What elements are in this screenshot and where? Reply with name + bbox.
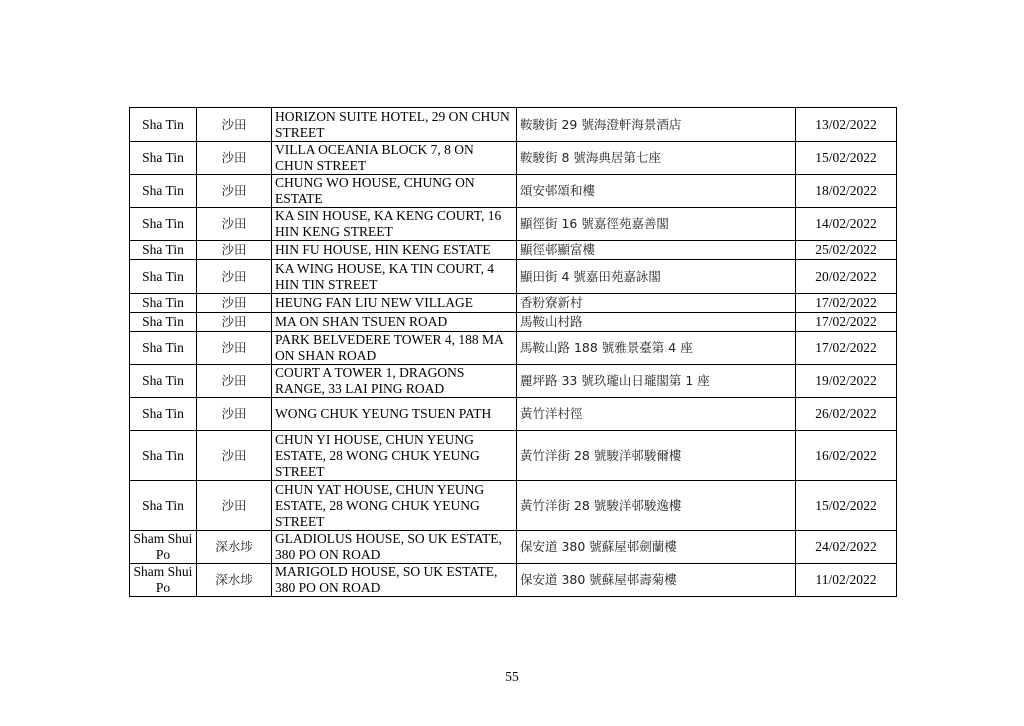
address-zh-cell: 顯徑邨顯富樓 [517,241,796,260]
district-en-cell: Sha Tin [130,208,197,241]
date-cell: 17/02/2022 [796,313,897,332]
district-zh-cell: 沙田 [197,294,272,313]
address-zh-cell: 頌安邨頌和樓 [517,175,796,208]
address-zh-cell: 顯田街 4 號嘉田苑嘉詠閣 [517,260,796,294]
address-en-cell: GLADIOLUS HOUSE, SO UK ESTATE, 380 PO ON ROAD [272,531,517,564]
district-zh-cell: 沙田 [197,142,272,175]
date-cell: 25/02/2022 [796,241,897,260]
table-row [130,175,897,208]
address-en-cell: CHUNG WO HOUSE, CHUNG ON ESTATE [272,175,517,208]
district-en-cell: Sham Shui Po [130,564,197,597]
district-en-cell: Sha Tin [130,142,197,175]
address-en-cell: HIN FU HOUSE, HIN KENG ESTATE [272,241,517,260]
date-cell: 15/02/2022 [796,481,897,531]
address-en-cell: WONG CHUK YEUNG TSUEN PATH [272,398,517,431]
district-zh-cell: 沙田 [197,332,272,365]
district-en-cell: Sha Tin [130,241,197,260]
address-en-cell: MA ON SHAN TSUEN ROAD [272,313,517,332]
address-zh-cell: 保安道 380 號蘇屋邨劍蘭樓 [517,531,796,564]
table-row [130,142,897,175]
address-zh-cell: 鞍駿街 8 號海典居第七座 [517,142,796,175]
address-en-cell: PARK BELVEDERE TOWER 4, 188 MA ON SHAN ROAD [272,332,517,365]
table-row [130,208,897,241]
table-row [130,294,897,313]
table-row [130,260,897,294]
table-row [130,398,897,431]
table-row [130,241,897,260]
address-en-cell: HEUNG FAN LIU NEW VILLAGE [272,294,517,313]
district-en-cell: Sha Tin [130,431,197,481]
table-row [130,313,897,332]
district-en-cell: Sha Tin [130,332,197,365]
address-zh-cell: 黃竹洋街 28 號駿洋邨駿逸樓 [517,481,796,531]
address-en-cell: COURT A TOWER 1, DRAGONS RANGE, 33 LAI PING ROAD [272,365,517,398]
table-row [130,564,897,597]
address-zh-cell: 黃竹洋村徑 [517,398,796,431]
date-cell: 20/02/2022 [796,260,897,294]
district-en-cell: Sha Tin [130,108,197,142]
page-number: 55 [505,669,519,684]
address-en-cell: CHUN YAT HOUSE, CHUN YEUNG ESTATE, 28 WONG CHUK YEUNG STREET [272,481,517,531]
district-en-cell: Sha Tin [130,313,197,332]
address-zh-cell: 香粉寮新村 [517,294,796,313]
district-en-cell: Sha Tin [130,294,197,313]
date-cell: 26/02/2022 [796,398,897,431]
table-row [130,332,897,365]
district-zh-cell: 沙田 [197,241,272,260]
date-cell: 11/02/2022 [796,564,897,597]
district-zh-cell: 沙田 [197,108,272,142]
table-row [130,531,897,564]
address-zh-cell: 鞍駿街 29 號海澄軒海景酒店 [517,108,796,142]
date-cell: 15/02/2022 [796,142,897,175]
date-cell: 24/02/2022 [796,531,897,564]
address-zh-cell: 馬鞍山村路 [517,313,796,332]
address-en-cell: KA WING HOUSE, KA TIN COURT, 4 HIN TIN STREET [272,260,517,294]
table-row [130,365,897,398]
district-en-cell: Sha Tin [130,175,197,208]
district-zh-cell: 沙田 [197,313,272,332]
address-en-cell: MARIGOLD HOUSE, SO UK ESTATE, 380 PO ON ROAD [272,564,517,597]
date-cell: 13/02/2022 [796,108,897,142]
date-cell: 18/02/2022 [796,175,897,208]
address-zh-cell: 保安道 380 號蘇屋邨壽菊樓 [517,564,796,597]
date-cell: 16/02/2022 [796,431,897,481]
address-en-cell: VILLA OCEANIA BLOCK 7, 8 ON CHUN STREET [272,142,517,175]
address-table [129,107,897,597]
district-zh-cell: 沙田 [197,365,272,398]
district-en-cell: Sha Tin [130,365,197,398]
district-zh-cell: 沙田 [197,431,272,481]
district-zh-cell: 沙田 [197,175,272,208]
table-row [130,431,897,481]
district-zh-cell: 深水埗 [197,564,272,597]
date-cell: 19/02/2022 [796,365,897,398]
district-zh-cell: 深水埗 [197,531,272,564]
district-zh-cell: 沙田 [197,260,272,294]
district-zh-cell: 沙田 [197,481,272,531]
district-zh-cell: 沙田 [197,398,272,431]
date-cell: 17/02/2022 [796,294,897,313]
address-zh-cell: 黃竹洋街 28 號駿洋邨駿爾樓 [517,431,796,481]
table-row [130,481,897,531]
address-en-cell: CHUN YI HOUSE, CHUN YEUNG ESTATE, 28 WONG CHUK YEUNG STREET [272,431,517,481]
address-en-cell: KA SIN HOUSE, KA KENG COURT, 16 HIN KENG STREET [272,208,517,241]
address-zh-cell: 馬鞍山路 188 號雅景臺第 4 座 [517,332,796,365]
district-en-cell: Sha Tin [130,481,197,531]
address-zh-cell: 麗坪路 33 號玖瓏山日瓏閣第 1 座 [517,365,796,398]
district-en-cell: Sha Tin [130,398,197,431]
address-en-cell: HORIZON SUITE HOTEL, 29 ON CHUN STREET [272,108,517,142]
date-cell: 14/02/2022 [796,208,897,241]
date-cell: 17/02/2022 [796,332,897,365]
district-zh-cell: 沙田 [197,208,272,241]
table-row [130,108,897,142]
district-en-cell: Sha Tin [130,260,197,294]
address-zh-cell: 顯徑街 16 號嘉徑苑嘉善閣 [517,208,796,241]
district-en-cell: Sham Shui Po [130,531,197,564]
